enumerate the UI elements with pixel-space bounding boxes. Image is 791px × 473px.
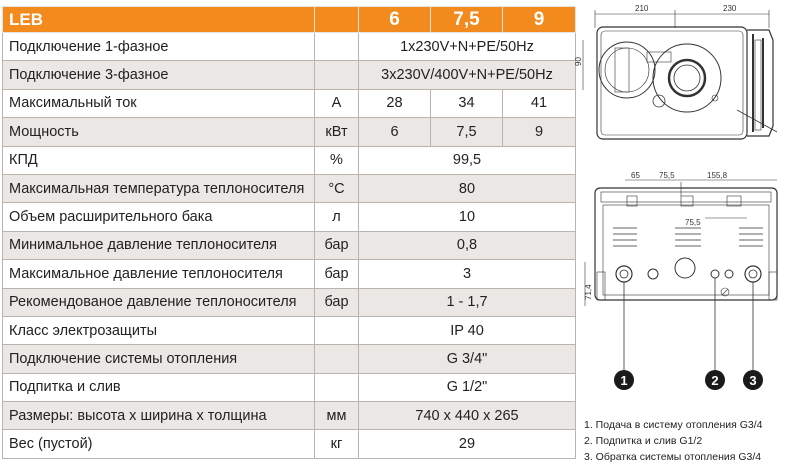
power-6-header: 6 (359, 7, 431, 33)
row-label: Объем расширительного бака (3, 203, 315, 231)
model-name: LEB (3, 7, 315, 33)
table-row (3, 146, 576, 174)
row-value: 29 (359, 430, 576, 458)
row-unit: кг (315, 430, 359, 458)
dim-210: 210 (635, 4, 649, 13)
row-label: Подключение 3-фазное (3, 61, 315, 89)
row-label: Подключение системы отопления (3, 345, 315, 373)
legend-item-2: 2. Подпитка и слив G1/2 (584, 435, 703, 447)
boiler-technical-drawing (574, 0, 791, 473)
dim-90: 90 (574, 57, 583, 66)
marker-2-label: 2 (711, 373, 719, 388)
row-unit (315, 345, 359, 373)
row-value-9kw: 41 (503, 89, 576, 117)
row-value: 10 (359, 203, 576, 231)
spec-table (2, 6, 576, 459)
row-label: Класс электрозащиты (3, 316, 315, 344)
row-label: Вес (пустой) (3, 430, 315, 458)
row-value: 1x230V+N+PE/50Hz (359, 33, 576, 61)
row-label: Максимальная температура теплоносителя (3, 174, 315, 202)
row-label: КПД (3, 146, 315, 174)
table-row (3, 402, 576, 430)
power-9-header: 9 (503, 7, 576, 33)
row-label: Рекомендованое давление теплоносителя (3, 288, 315, 316)
marker-3-label: 3 (749, 373, 757, 388)
table-row (3, 373, 576, 401)
row-value-6kw: 6 (359, 118, 431, 146)
row-unit: °С (315, 174, 359, 202)
row-value: 3x230V/400V+N+PE/50Hz (359, 61, 576, 89)
row-unit (315, 373, 359, 401)
row-unit: бар (315, 260, 359, 288)
table-row (3, 174, 576, 202)
row-unit: бар (315, 231, 359, 259)
row-unit (315, 61, 359, 89)
row-unit (315, 316, 359, 344)
dim-71-4: 71,4 (584, 284, 593, 300)
table-row (3, 430, 576, 458)
legend-item-1: 1. Подача в систему отопления G3/4 (584, 419, 763, 431)
table-row (3, 33, 576, 61)
row-label: Максимальное давление теплоносителя (3, 260, 315, 288)
legend-item-3: 3. Обратка системы отопления G3/4 (584, 451, 762, 463)
row-unit: бар (315, 288, 359, 316)
row-label: Подключение 1-фазное (3, 33, 315, 61)
row-value: G 3/4" (359, 345, 576, 373)
table-row (3, 260, 576, 288)
row-value: IP 40 (359, 316, 576, 344)
row-value-6kw: 28 (359, 89, 431, 117)
connection-marker-2 (705, 370, 725, 390)
marker-1-label: 1 (620, 373, 628, 388)
row-value: 0,8 (359, 231, 576, 259)
row-value-7-5kw: 7,5 (431, 118, 503, 146)
row-label: Максимальный ток (3, 89, 315, 117)
row-unit: мм (315, 402, 359, 430)
table-header-row (3, 7, 576, 33)
row-label: Мощность (3, 118, 315, 146)
table-row (3, 231, 576, 259)
connection-legend (584, 417, 763, 465)
row-value: 3 (359, 260, 576, 288)
unit-header (315, 7, 359, 33)
table-row (3, 316, 576, 344)
connection-marker-1 (614, 370, 634, 390)
dim-75-5-inner: 75,5 (685, 218, 701, 227)
dim-65: 65 (631, 171, 640, 180)
row-value: 740 x 440 x 265 (359, 402, 576, 430)
row-unit: А (315, 89, 359, 117)
table-row (3, 345, 576, 373)
row-label: Подпитка и слив (3, 373, 315, 401)
dim-155-8: 155,8 (707, 171, 728, 180)
row-value-9kw: 9 (503, 118, 576, 146)
row-value: 1 - 1,7 (359, 288, 576, 316)
dim-75-5-top: 75,5 (659, 171, 675, 180)
row-value: 99,5 (359, 146, 576, 174)
row-label: Размеры: высота х ширина х толщина (3, 402, 315, 430)
power-7-5-header: 7,5 (431, 7, 503, 33)
row-unit: % (315, 146, 359, 174)
row-unit (315, 33, 359, 61)
table-row (3, 89, 576, 117)
row-value-7-5kw: 34 (431, 89, 503, 117)
row-value: G 1/2" (359, 373, 576, 401)
top-view (583, 10, 777, 139)
table-row (3, 203, 576, 231)
row-unit: кВт (315, 118, 359, 146)
table-row (3, 288, 576, 316)
row-unit: л (315, 203, 359, 231)
bottom-view (585, 180, 777, 370)
row-label: Минимальное давление теплоносителя (3, 231, 315, 259)
row-value: 80 (359, 174, 576, 202)
dim-230: 230 (723, 4, 737, 13)
table-row (3, 118, 576, 146)
table-row (3, 61, 576, 89)
connection-marker-3 (743, 370, 763, 390)
